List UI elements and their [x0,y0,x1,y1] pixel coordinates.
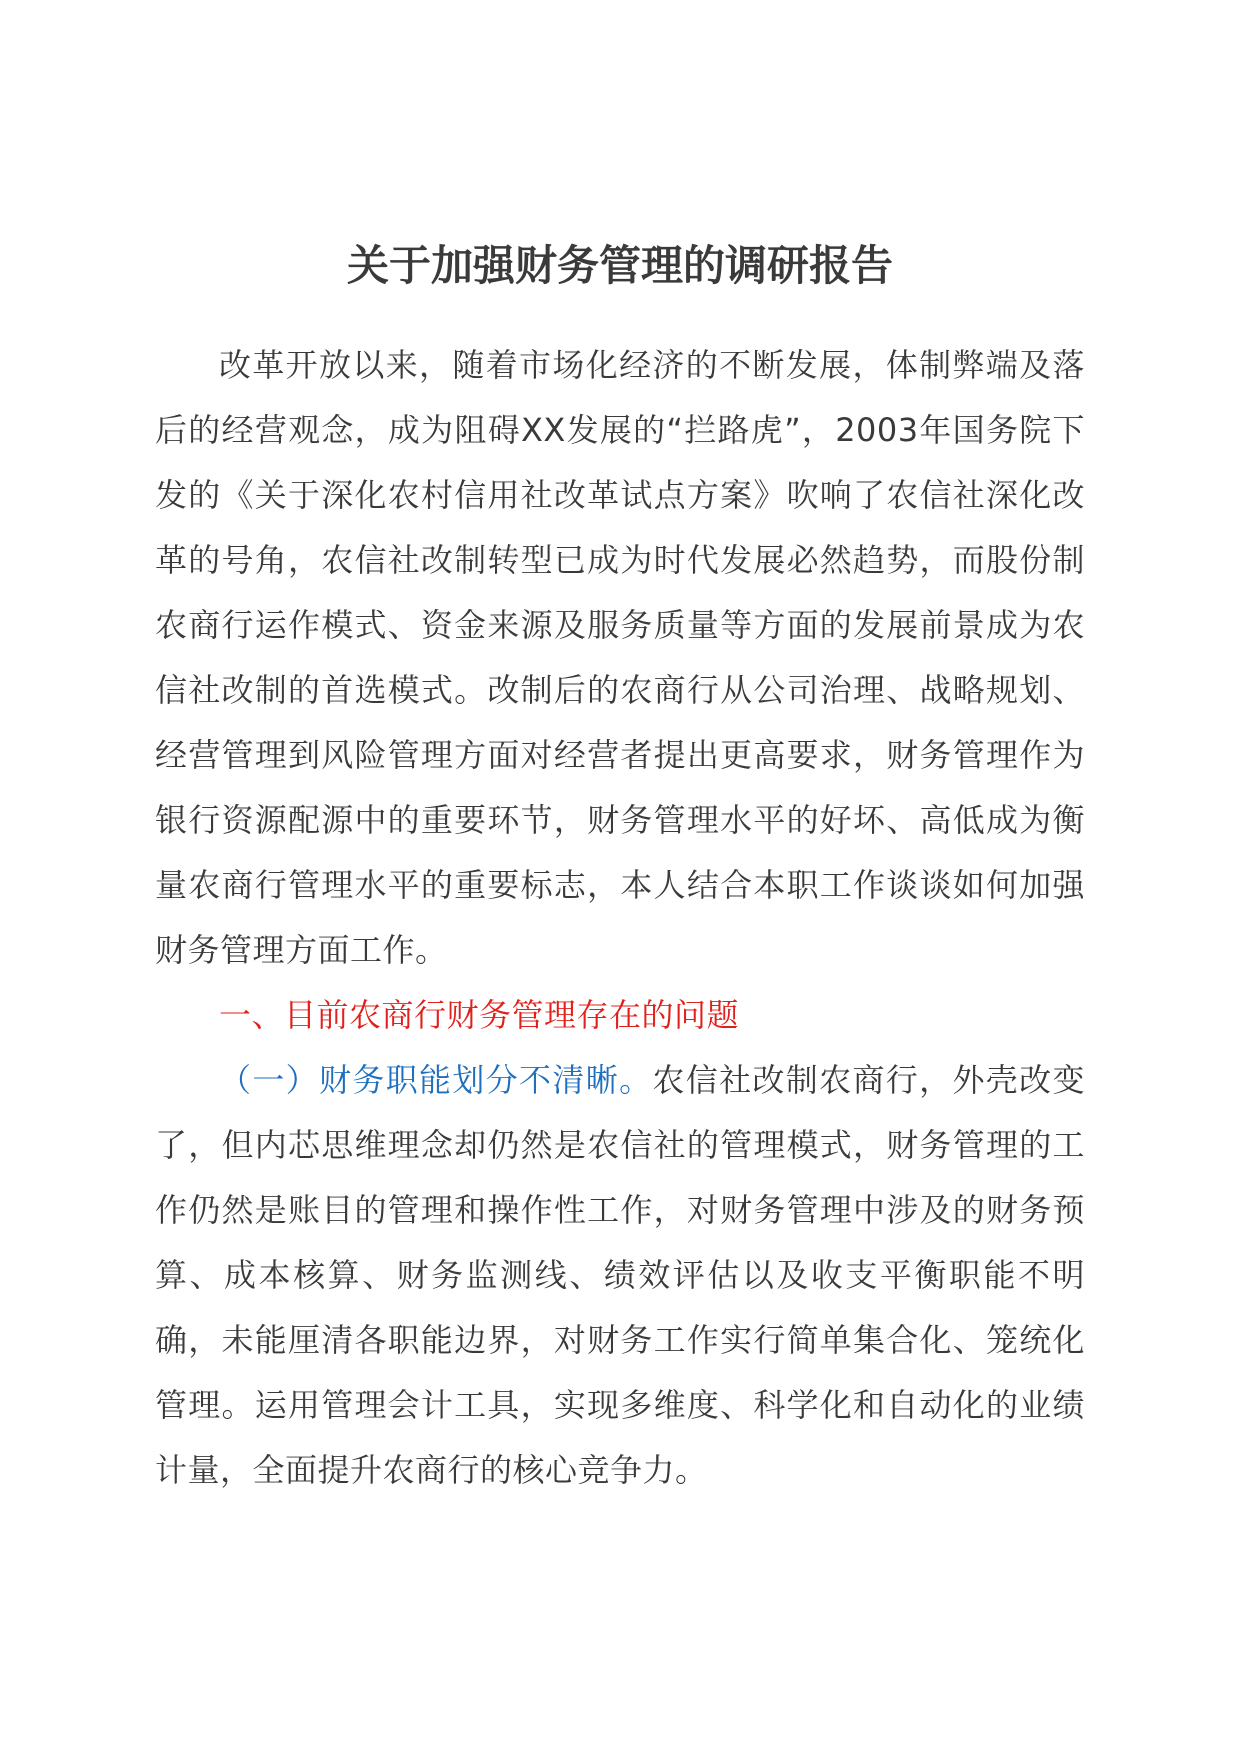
subsection-paragraph [155,1048,1085,1503]
document-title: 关于加强财务管理的调研报告 [346,241,893,290]
subsection-heading: （一）财务职能划分不清晰。 [219,1061,653,1099]
document-body [155,333,1085,1503]
subsection-text: 农信社改制农商行，外壳改变了，但内芯思维理念却仍然是农信社的管理模式，财务管理的工作仍然是账目的管理和操作性工作，对财务管理中涉及的财务预算、成本核算、财务监测线、绩效评估以及收支平衡职能不明确，未能厘清各职能边界，对财务工作实行简单集合化、笼统化管理。运用管理会计工具，实现多维度、科学化和自动化的业绩计量，全面提升农商行的核心竞争力。 [155,1061,1085,1489]
intro-paragraph: 改革开放以来，随着市场化经济的不断发展，体制弊端及落后的经营观念，成为阻碍XX发展的“拦路虎”，2003年国务院下发的《关于深化农村信用社改革试点方案》吹响了农信社深化改革的号角，农信社改制转型已成为时代发展必然趋势，而股份制农商行运作模式、资金来源及服务质量等方面的发展前景成为农信社改制的首选模式。改制后的农商行从公司治理、战略规划、经营管理到风险管理方面对经营者提出更高要求，财务管理作为银行资源配源中的重要环节，财务管理水平的好坏、高低成为衡量农商行管理水平的重要标志，本人结合本职工作谈谈如何加强财务管理方面工作。 [155,346,1085,969]
section-heading: 一、目前农商行财务管理存在的问题 [219,996,740,1034]
